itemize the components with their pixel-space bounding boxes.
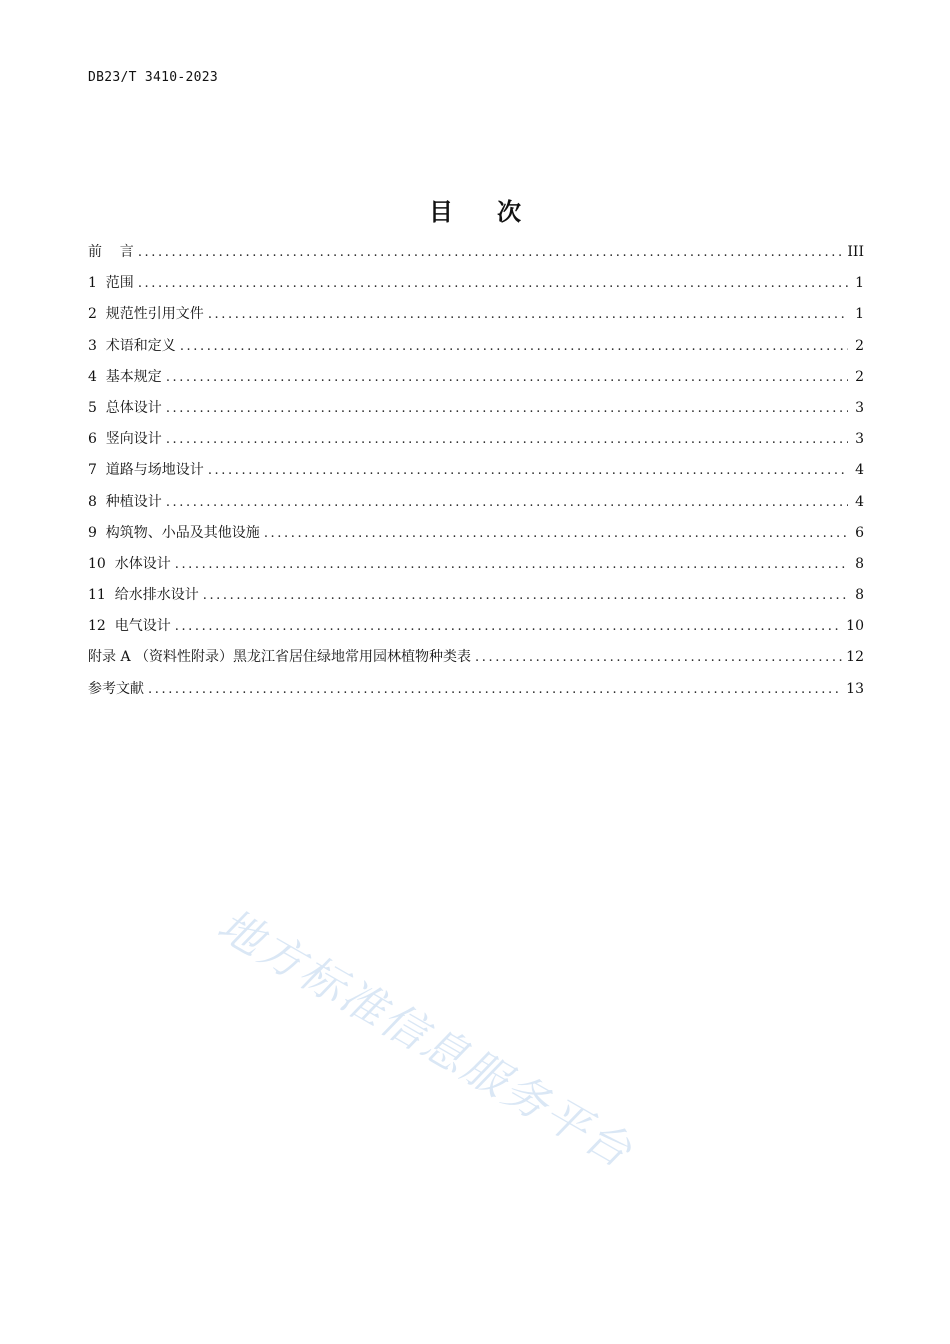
toc-entry-label: 1 范围 [88,275,134,292]
toc-leader-dots [175,615,842,638]
toc-entry-page: 8 [855,587,864,604]
toc-leader-dots [166,428,848,451]
toc-entry-vertical-design[interactable] [88,428,864,459]
toc-entry-water-body-design[interactable] [88,553,864,584]
toc-leader-dots [208,459,848,482]
watermark-text: 地方标准信息服务平台 [209,899,642,1179]
toc-entry-label: 3 术语和定义 [88,337,176,354]
toc-entry-page: 12 [846,649,864,666]
toc-entry-normative-references[interactable] [88,303,864,334]
toc-entry-label: 10 水体设计 [88,555,171,572]
toc-leader-dots [166,366,848,389]
toc-entry-page: 1 [855,275,864,292]
toc-entry-planting-design[interactable] [88,491,864,522]
toc-entry-terms-definitions[interactable] [88,335,864,366]
toc-entry-label: 附录 A （资料性附录）黑龙江省居住绿地常用园林植物种类表 [88,649,472,666]
toc-entry-page: 6 [855,524,864,541]
toc-title-part2: 次 [497,198,521,226]
toc-title-part1: 目 [429,198,453,226]
toc-entry-label: 8 种植设计 [88,493,162,510]
toc-leader-dots [175,553,848,576]
toc-leader-dots [264,522,848,545]
toc-title [0,192,950,227]
toc-leader-dots [166,397,848,420]
toc-entry-label: 11 给水排水设计 [88,587,199,604]
toc-leader-dots [166,491,848,514]
toc-leader-dots [475,646,842,669]
toc-entry-label: 4 基本规定 [88,368,162,385]
toc-entry-scope[interactable] [88,272,864,303]
toc-entry-appendix-a[interactable] [88,646,864,677]
toc-entry-page: 4 [855,462,864,479]
toc-entry-basic-provisions[interactable] [88,366,864,397]
toc-entry-bibliography[interactable] [88,678,864,709]
toc-entry-label: 2 规范性引用文件 [88,306,204,323]
toc-entry-page: 2 [855,337,864,354]
toc-entry-page: 13 [846,680,864,697]
toc-entry-label: 12 电气设计 [88,618,171,635]
toc-list [88,241,864,709]
toc-leader-dots [203,584,848,607]
toc-leader-dots [138,272,848,295]
toc-entry-label: 7 道路与场地设计 [88,462,204,479]
toc-entry-page: 4 [855,493,864,510]
toc-entry-label: 9 构筑物、小品及其他设施 [88,524,260,541]
toc-entry-label: 参考文献 [88,680,144,697]
toc-entry-label: 前 言 [88,244,134,260]
toc-entry-page: 1 [855,306,864,323]
toc-entry-foreword[interactable] [88,241,864,272]
toc-entry-page: III [847,244,864,260]
toc-entry-road-site-design[interactable] [88,459,864,490]
toc-entry-water-supply-drainage[interactable] [88,584,864,615]
document-code: DB23/T 3410-2023 [88,70,219,85]
toc-leader-dots [148,678,842,701]
toc-entry-page: 2 [855,368,864,385]
toc-entry-label: 6 竖向设计 [88,431,162,448]
toc-entry-page: 10 [846,618,864,635]
toc-leader-dots [138,241,844,264]
toc-leader-dots [180,335,848,358]
toc-leader-dots [208,303,848,326]
toc-entry-page: 3 [855,399,864,416]
toc-entry-label: 5 总体设计 [88,399,162,416]
toc-entry-page: 3 [855,431,864,448]
toc-entry-electrical-design[interactable] [88,615,864,646]
toc-entry-structures-facilities[interactable] [88,522,864,553]
toc-entry-overall-design[interactable] [88,397,864,428]
toc-entry-page: 8 [855,555,864,572]
